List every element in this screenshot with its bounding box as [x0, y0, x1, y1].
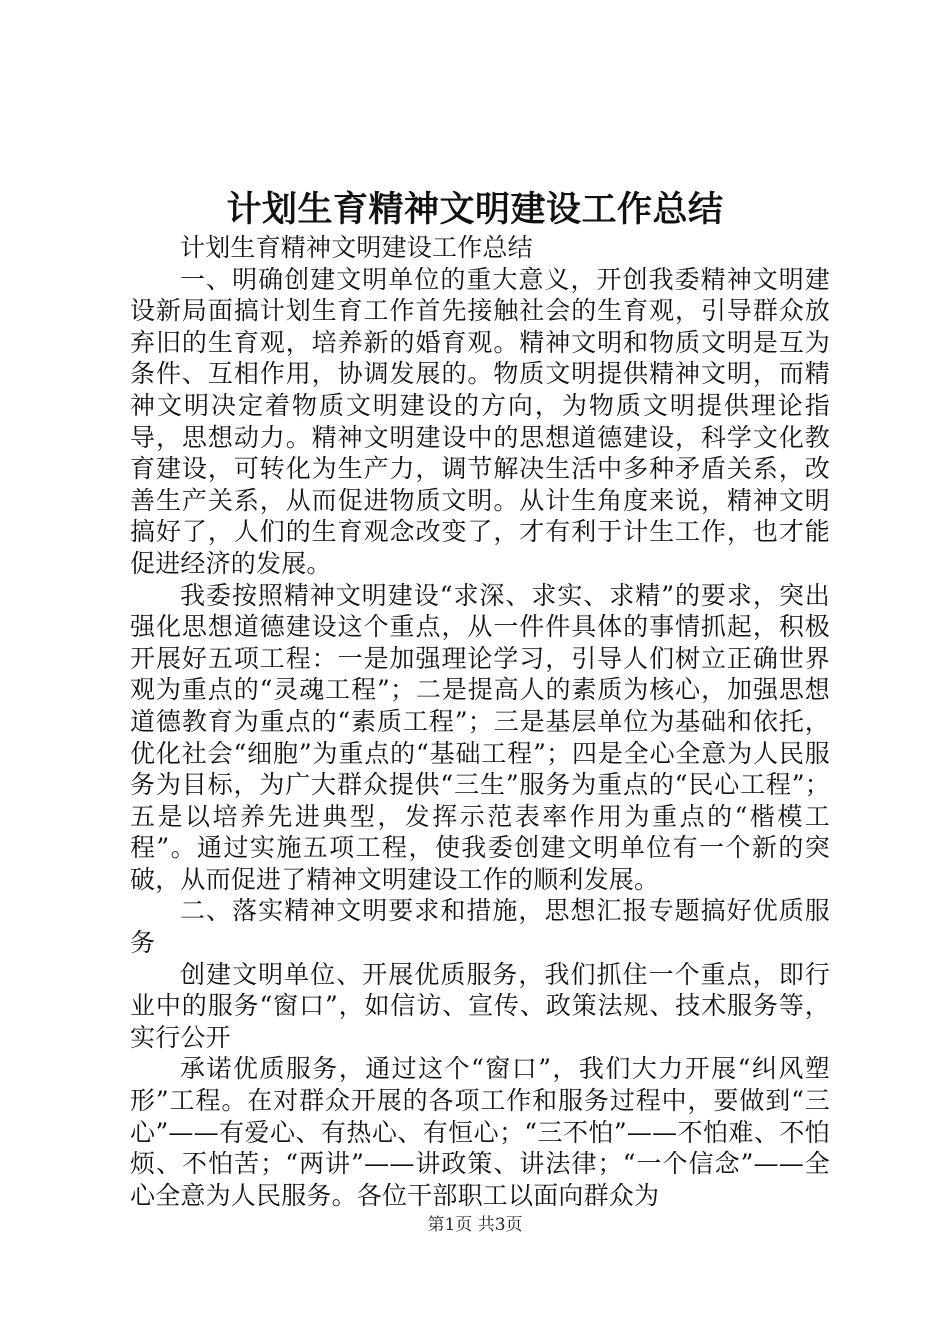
paragraph: 承诺优质服务，通过这个“窗口”，我们大力开展“纠风塑形”工程。在对群众开展的各项工作和服务过程中，要做到“三心”——有爱心、有热心、有恒心；“三不怕”——不怕难、不怕烦、不怕苦；“两讲”——讲政策、讲法律；“一个信念”——全心全意为人民服务。各位干部职工以面向群众为 [130, 1054, 830, 1210]
paragraph: 创建文明单位、开展优质服务，我们抓住一个重点，即行业中的服务“窗口”，如信访、宣传、政策法规、技术服务等，实行公开 [130, 959, 830, 1052]
paragraph: 我委按照精神文明建设“求深、求实、求精”的要求，突出强化思想道德建设这个重点，从一件件具体的事情抓起，积极开展好五项工程：一是加强理论学习，引导人们树立正确世界观为重点的“灵魂工程”；二是提高人的素质为核心，加强思想道德教育为重点的“素质工程”；三是基层单位为基础和依托，优化社会“细胞”为重点的“基础工程”；四是全心全意为人民服务为目标，为广大群众提供“三生”服务为重点的“民心工程”；五是以培养先进典型，发挥示范表率作用为重点的“楷模工程”。通过实施五项工程，使我委创建文明单位有一个新的突破，从而促进了精神文明建设工作的顺利发展。 [130, 580, 830, 894]
document-title: 计划生育精神文明建设工作总结 [226, 190, 724, 230]
paragraph-subtitle: 计划生育精神文明建设工作总结 [180, 233, 533, 262]
document-body [130, 232, 830, 1211]
paragraph-heading: 二、落实精神文明要求和措施，思想汇报专题搞好优质服务 [130, 896, 830, 958]
paragraph: 一、明确创建文明单位的重大意义，开创我委精神文明建设新局面搞计划生育工作首先接触社会的生育观，引导群众放弃旧的生育观，培养新的婚育观。精神文明和物质文明是互为条件、互相作用，协调发展的。物质文明提供精神文明，而精神文明决定着物质文明建设的方向，为物质文明提供理论指导，思想动力。精神文明建设中的思想道德建设，科学文化教育建设，可转化为生产力，调节解决生活中多种矛盾关系，改善生产关系，从而促进物质文明。从计生角度来说，精神文明搞好了，人们的生育观念改变了，才有利于计生工作，也才能促进经济的发展。 [130, 264, 830, 578]
page-number-footer: 第1页 共3页 [427, 1215, 523, 1235]
